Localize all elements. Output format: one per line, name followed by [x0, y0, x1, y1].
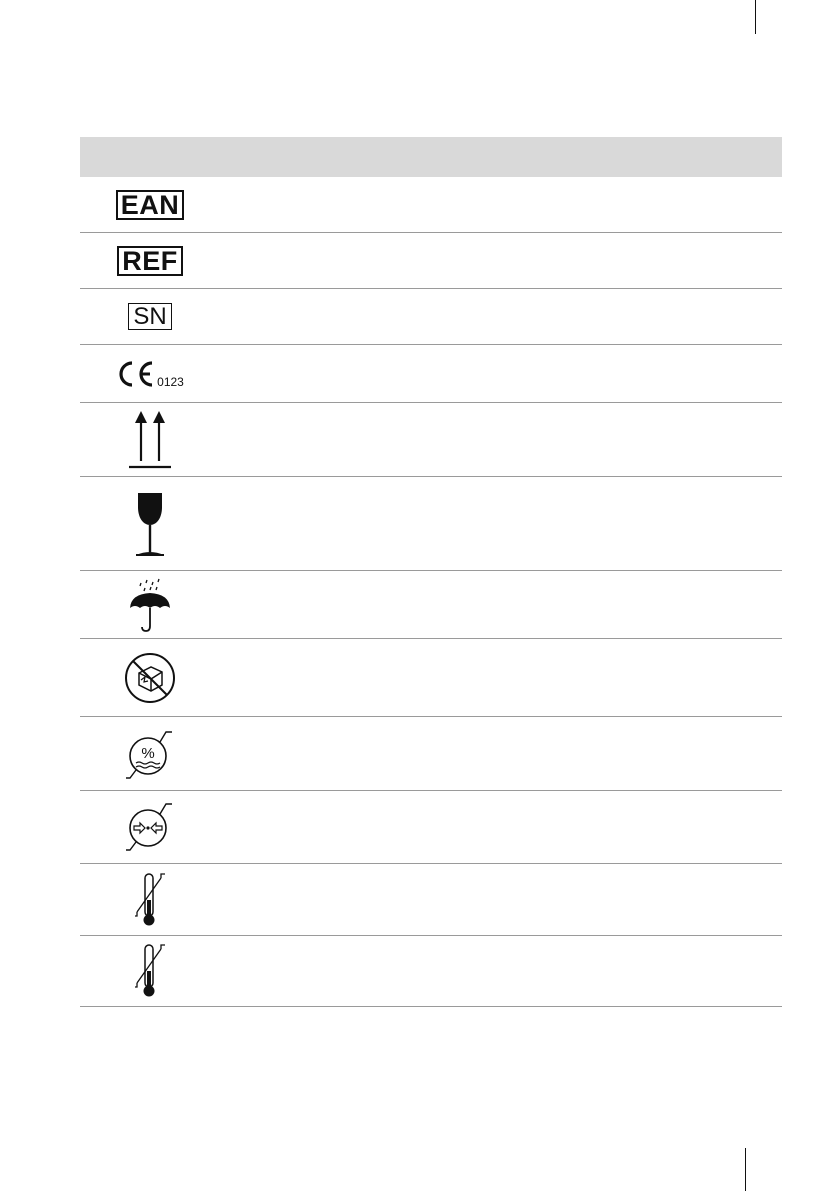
- description-cell: [240, 717, 782, 790]
- description-cell: [240, 639, 782, 716]
- description-cell: [240, 477, 782, 570]
- symbol-cell: [80, 289, 220, 344]
- this-way-up-icon: [127, 411, 173, 469]
- temperature-limit-icon: [135, 872, 165, 928]
- page-edge-rule-bottom: [745, 1148, 746, 1191]
- symbol-table: [80, 137, 782, 1007]
- table-row: [80, 177, 782, 233]
- symbol-cell: [80, 864, 220, 935]
- serial-number-icon: SN: [128, 303, 171, 330]
- description-cell: [240, 936, 782, 1006]
- description-cell: [240, 571, 782, 638]
- table-row: [80, 639, 782, 717]
- symbol-cell: [80, 477, 220, 570]
- symbol-cell: [80, 639, 220, 716]
- table-row: [80, 289, 782, 345]
- table-row: [80, 717, 782, 791]
- table-row: [80, 233, 782, 289]
- table-row: [80, 477, 782, 571]
- ce-letters-icon: [116, 359, 156, 389]
- table-row: [80, 571, 782, 639]
- symbol-cell: [80, 403, 220, 476]
- page-edge-rule-top: [755, 0, 756, 34]
- description-cell: [240, 403, 782, 476]
- description-cell: [240, 345, 782, 402]
- humidity-limitation-icon: [126, 728, 174, 780]
- ce-mark-icon: [116, 359, 184, 389]
- description-cell: [240, 177, 782, 232]
- symbol-cell: [80, 571, 220, 638]
- symbol-cell: [80, 233, 220, 288]
- description-cell: [240, 864, 782, 935]
- symbol-cell: [80, 936, 220, 1006]
- temperature-limit-icon: [135, 943, 165, 999]
- symbol-cell: [80, 177, 220, 232]
- table-row: [80, 791, 782, 864]
- fragile-glass-icon: [132, 491, 168, 557]
- table-header: [80, 137, 782, 177]
- keep-dry-umbrella-icon: [127, 578, 173, 632]
- symbol-cell: [80, 717, 220, 790]
- notified-body-number: 0123: [157, 374, 184, 389]
- description-cell: [240, 289, 782, 344]
- table-row: [80, 864, 782, 936]
- description-cell: [240, 233, 782, 288]
- atmospheric-pressure-limitation-icon: [126, 801, 174, 853]
- description-cell: [240, 791, 782, 863]
- ref-catalogue-number-icon: REF: [117, 246, 183, 276]
- do-not-use-if-damaged-icon: [124, 652, 176, 704]
- table-row: [80, 345, 782, 403]
- symbol-cell: [80, 345, 220, 402]
- svg-text:%: %: [141, 744, 155, 762]
- symbol-cell: [80, 791, 220, 863]
- ean-label-icon: EAN: [116, 190, 185, 220]
- table-row: [80, 936, 782, 1007]
- table-row: [80, 403, 782, 477]
